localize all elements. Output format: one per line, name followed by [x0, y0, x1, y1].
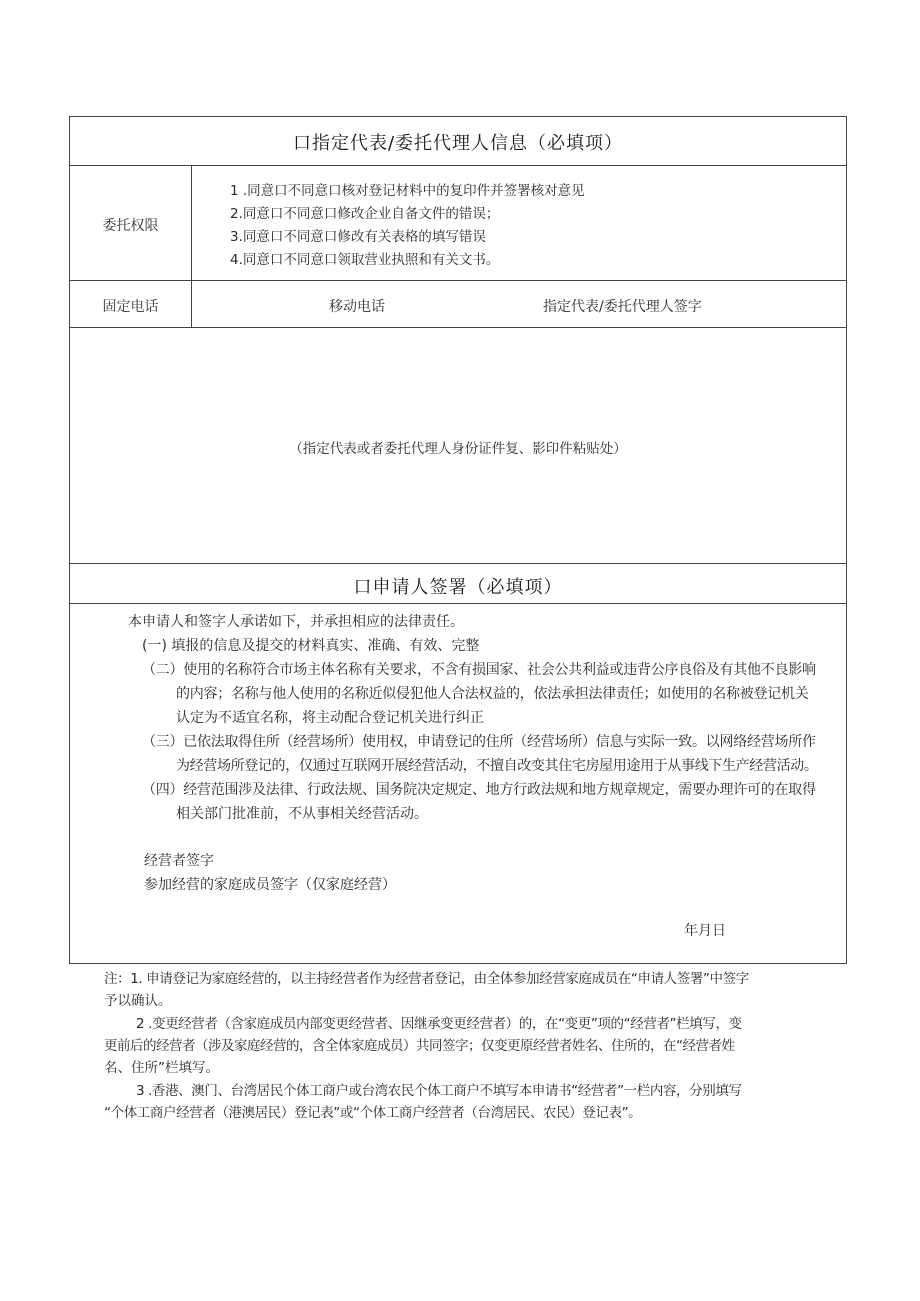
- divider: [70, 165, 846, 166]
- commitment-item-4-line-2: 相关部门批准前，不从事相关经营活动。: [176, 806, 428, 822]
- operator-signature-label: 经营者签字: [144, 853, 214, 869]
- fixed-phone-label: 固定电话: [102, 299, 159, 315]
- note-1-line-2: 予以确认。: [104, 993, 172, 1009]
- divider: [70, 327, 846, 328]
- authority-item-4: 4.同意口不同意口领取营业执照和有关文书。: [230, 252, 500, 268]
- authority-label: 委托权限: [102, 218, 159, 234]
- note-3-line-2: “个体工商户经营者（港澳居民）登记表”或“个体工商户经营者（台湾居民、农民）登记表”。: [104, 1105, 642, 1121]
- authority-item-1: 1 .同意口不同意口核对登记材料中的复印件并签署核对意见: [230, 183, 585, 199]
- commitment-item-2-line-1: （二）使用的名称符合市场主体名称有关要求，不含有损国家、社会公共利益或违背公序良俗及有其他不良影响: [142, 662, 816, 678]
- note-2-line-3: 名、住所”栏填写。: [104, 1060, 219, 1076]
- family-signature-label: 参加经营的家庭成员签字（仅家庭经营）: [144, 877, 396, 893]
- commitment-item-2-line-3: 认定为不适宜名称，将主动配合登记机关进行纠正: [176, 710, 484, 726]
- registration-form: [69, 116, 847, 964]
- authority-item-2: 2.同意口不同意口修改企业自备文件的错误；: [230, 206, 500, 222]
- id-paste-area: （指定代表或者委托代理人身份证件复、影印件粘贴处）: [289, 441, 627, 457]
- authority-item-3: 3.同意口不同意口修改有关表格的填写错误: [230, 229, 486, 245]
- section2-title: 口申请人签署（必填项）: [353, 577, 563, 598]
- representative-signature-label: 指定代表/委托代理人签字: [543, 299, 702, 315]
- section1-title: 口指定代表/委托代理人信息（必填项）: [292, 133, 624, 154]
- commitment-item-1: (一) 填报的信息及提交的材料真实、准确、有效、完整: [142, 638, 480, 654]
- commitment-item-4-line-1: （四）经营范围涉及法律、行政法规、国务院决定规定、地方行政法规和地方规章规定，需要办理许可的在取得: [142, 782, 816, 798]
- commitment-item-2-line-2: 的内容；名称与他人使用的名称近似侵犯他人合法权益的，依法承担法律责任；如使用的名称被登记机关: [176, 686, 809, 702]
- divider: [70, 603, 846, 604]
- note-2-line-1: 2 .变更经营者（含家庭成员内部变更经营者、因继承变更经营者）的，在“变更”项的“经营者”栏填写，变: [136, 1016, 742, 1032]
- commitment-item-3-line-2: 为经营场所登记的，仅通过互联网开展经营活动，不擅自改变其住宅房屋用途用于从事线下生产经营活动。: [176, 758, 818, 774]
- commitment-item-3-line-1: （三）已依法取得住所（经营场所）使用权，申请登记的住所（经营场所）信息与实际一致。以网络经营场所作: [142, 734, 816, 750]
- divider: [70, 563, 846, 564]
- note-1-line-1: 注：1. 申请登记为家庭经营的，以主持经营者作为经营者登记，由全体参加经营家庭成员在“申请人签署”中签字: [104, 971, 749, 987]
- note-2-line-2: 更前后的经营者（涉及家庭经营的，含全体家庭成员）共同签字；仅变更原经营者姓名、住所的，在“经营者姓: [104, 1038, 735, 1054]
- divider: [70, 280, 846, 281]
- commitment-intro: 本申请人和签字人承诺如下，并承担相应的法律责任。: [128, 614, 464, 630]
- date-label: 年月日: [684, 923, 726, 939]
- mobile-phone-label: 移动电话: [329, 299, 385, 315]
- column-divider: [191, 165, 192, 327]
- note-3-line-1: 3 .香港、澳门、台湾居民个体工商户或台湾农民个体工商户不填写本申请书“经营者”一栏内容，分别填写: [136, 1083, 742, 1099]
